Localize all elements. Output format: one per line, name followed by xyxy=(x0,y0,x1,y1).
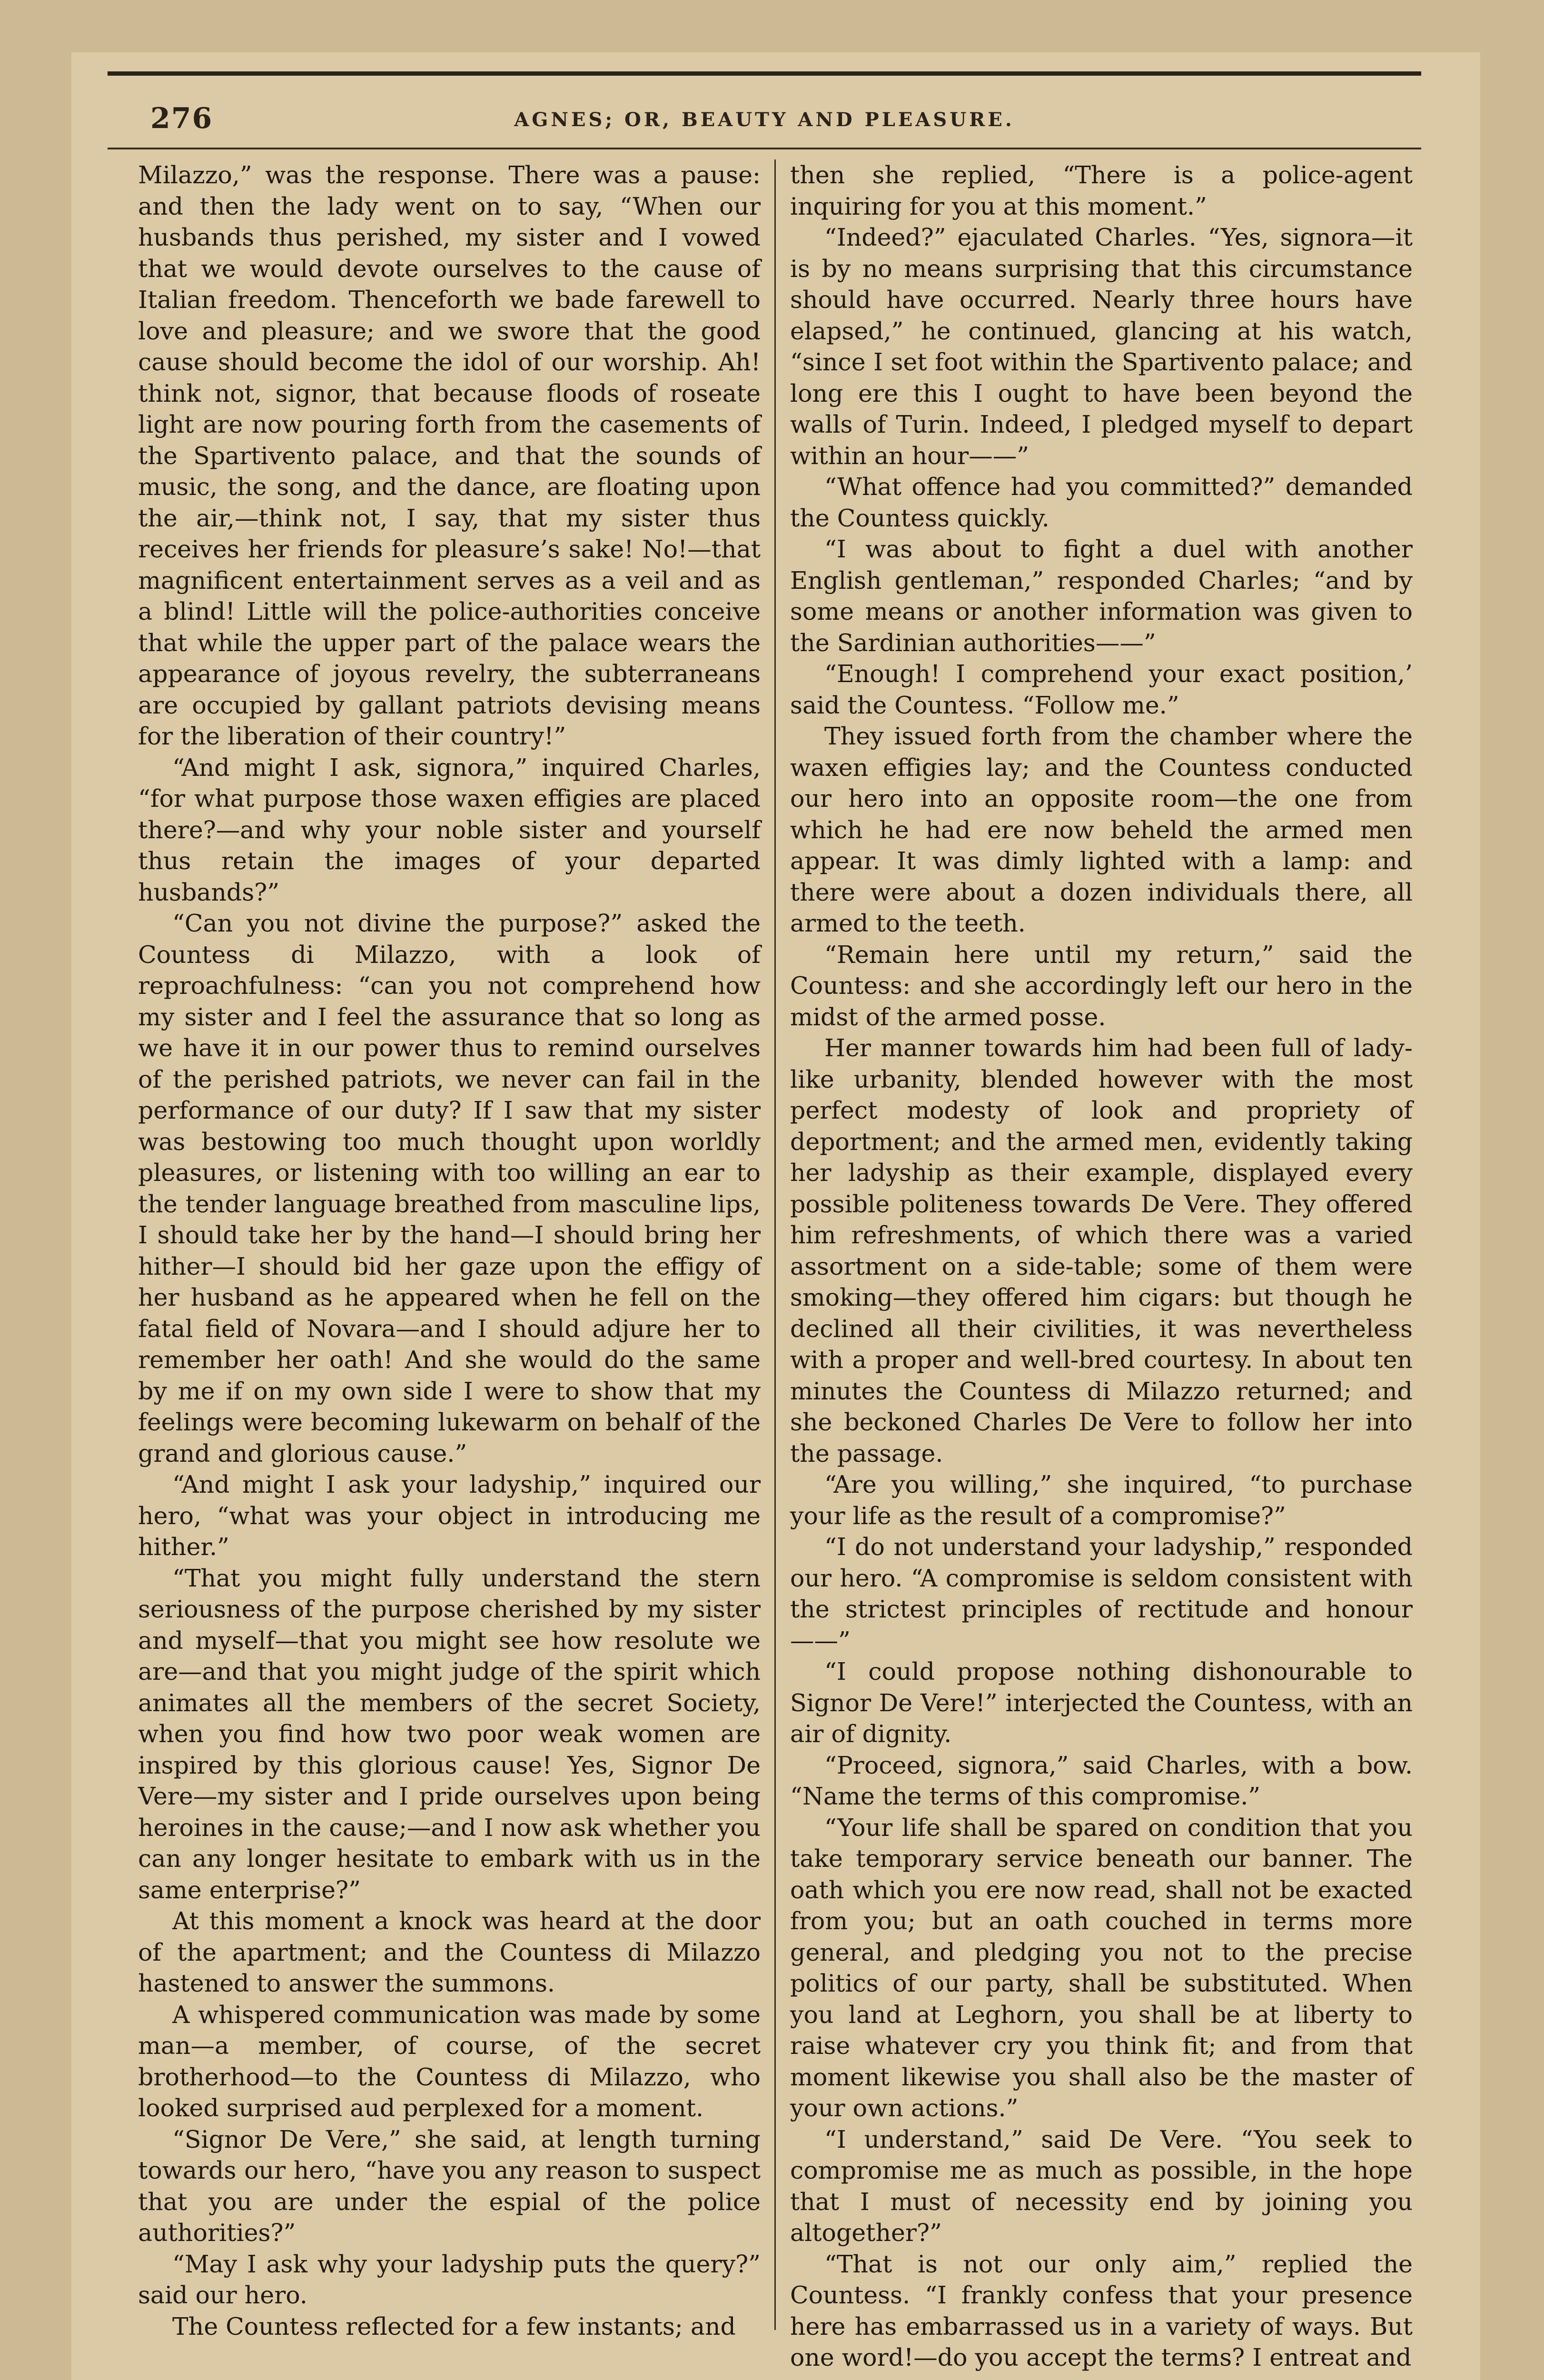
paragraph: “I do not understand your ladyship,” responded our hero. “A compromise is seldom consistent with the strictest principles of rectitude and honour——” xyxy=(790,1533,1413,1655)
paragraph: then she replied, “There is a police-agent inquiring for you at this moment.” xyxy=(790,161,1413,220)
running-title: AGNES; OR, BEAUTY AND PLEASURE. xyxy=(514,109,1015,131)
paragraph: “I understand,” said De Vere. “You seek to compromise me as much as possible, in the hope that I must of necessity end by joining you altogether?” xyxy=(790,2125,1413,2247)
paragraph: At this moment a knock was heard at the door of the apartment; and the Countess di Milazzo hastened to answer the summons. xyxy=(138,1907,761,1997)
right-column xyxy=(790,159,1413,2371)
paragraph: “Remain here until my return,” said the Countess: and she accordingly left our hero in the midst of the armed posse. xyxy=(790,940,1413,1031)
paragraph: Milazzo,” was the response. There was a pause: and then the lady went on to say, “When our husbands thus perished, my sister and I vowed that we would devote ourselves to the cause of Italian freedom. Thenceforth we bade farewell to love and pleasure; and we swore that the good cause should become the idol of our worship. Ah! think not, signor, that because floods of roseate light are now pouring forth from the casements of the Spartivento palace, and that the sounds of music, the song, and the dance, are floating upon the air,—think not, I say, that my sister thus receives her friends for pleasure’s sake! No!—that magnificent entertainment serves as a veil and as a blind! Little will the police-authorities conceive that while the upper part of the palace wears the appearance of joyous revelry, the subterraneans are occupied by gallant patriots devising means for the liberation of their country!” xyxy=(138,161,761,750)
paragraph: “And might I ask your ladyship,” inquired our hero, “what was your object in introducing me hither.” xyxy=(138,1470,761,1561)
page-header xyxy=(108,102,1421,149)
paragraph: “What offence had you committed?” demanded the Countess quickly. xyxy=(790,473,1413,532)
top-rule xyxy=(108,71,1421,76)
column-divider xyxy=(774,159,776,2330)
paragraph: “Proceed, signora,” said Charles, with a bow. “Name the terms of this compromise.” xyxy=(790,1751,1413,1810)
paragraph: “Your life shall be spared on condition that you take temporary service beneath our banner. The oath which you ere now read, shall not be exacted from you; but an oath couched in terms more general, and pledging you not to the precise politics of our party, shall be substituted. When you land at Leghorn, you shall be at liberty to raise whatever cry you think fit; and from that moment likewise you shall also be the master of your own actions.” xyxy=(790,1813,1413,2122)
paragraph: “Enough! I comprehend your exact position,’ said the Countess. “Follow me.” xyxy=(790,660,1413,719)
paragraph: “Are you willing,” she inquired, “to purchase your life as the result of a compromise?” xyxy=(790,1470,1413,1530)
paragraph: They issued forth from the chamber where the waxen effigies lay; and the Countess conducted our hero into an opposite room—the one from which he had ere now beheld the armed men appear. It was dimly lighted with a lamp: and there were about a dozen individuals there, all armed to the teeth. xyxy=(790,722,1413,937)
paragraph: “And might I ask, signora,” inquired Charles, “for what purpose those waxen effigies are placed there?—and why your noble sister and yourself thus retain the images of your departed husbands?” xyxy=(138,753,761,906)
paragraph: “Can you not divine the purpose?” asked the Countess di Milazzo, with a look of reproachfulness: “can you not comprehend how my sister and I feel the assurance that so long as we have it in our power thus to remind ourselves of the perished patriots, we never can fail in the performance of our duty? If I saw that my sister was bestowing too much thought upon worldly pleasures, or listening with too willing an ear to the tender language breathed from masculine lips, I should take her by the hand—I should bring her hither—I should bid her gaze upon the effigy of her husband as he appeared when he fell on the fatal field of Novara—and I should adjure her to remember her oath! And she would do the same by me if on my own side I were to show that my feelings were becoming lukewarm on behalf of the grand and glorious cause.” xyxy=(138,909,761,1468)
paragraph: “I could propose nothing dishonourable to Signor De Vere!” interjected the Countess, with an air of dignity. xyxy=(790,1657,1413,1748)
page-number: 276 xyxy=(150,102,213,135)
paragraph: The Countess reflected for a few instants; and xyxy=(172,2312,736,2340)
header-rule xyxy=(108,148,1421,149)
paragraph: “That you might fully understand the stern seriousness of the purpose cherished by my sister and myself—that you might see how resolute we are—and that you might judge of the spirit which animates all the members of the secret Society, when you find how two poor weak women are inspired by this glorious cause! Yes, Signor De Vere—my sister and I pride ourselves upon being heroines in the cause;—and I now ask whether you can any longer hesitate to embark with us in the same enterprise?” xyxy=(138,1564,761,1904)
paragraph: “May I ask why your ladyship puts the query?” said our hero. xyxy=(138,2250,761,2309)
paragraph: A whispered communication was made by some man—a member, of course, of the secret brotherhood—to the Countess di Milazzo, who looked surprised aud perplexed for a moment. xyxy=(138,2000,761,2122)
paragraph: “That is not our only aim,” replied the Countess. “I frankly confess that your presence here has embarrassed us in a variety of ways. But one word!—do you accept the terms? I entreat and xyxy=(790,2250,1413,2371)
paragraph: Her manner towards him had been full of lady-like urbanity, blended however with the most perfect modesty of look and propriety of deportment; and the armed men, evidently taking her ladyship as their example, displayed every possible politeness towards De Vere. They offered him refreshments, of which there was a varied assortment on a side-table; some of them were smoking—they offered him cigars: but though he declined all their civilities, it was nevertheless with a proper and well-bred courtesy. In about ten minutes the Countess di Milazzo returned; and she beckoned Charles De Vere to follow her into the passage. xyxy=(790,1034,1413,1468)
paragraph: “Indeed?” ejaculated Charles. “Yes, signora—it is by no means surprising that this circumstance should have occurred. Nearly three hours have elapsed,” he continued, glancing at his watch, “since I set foot within the Spartivento palace; and long ere this I ought to have been beyond the walls of Turin. Indeed, I pledged myself to depart within an hour——” xyxy=(790,223,1413,470)
left-column xyxy=(138,159,761,2340)
paragraph: “I was about to fight a duel with another English gentleman,” responded Charles; “and by some means or another information was given to the Sardinian authorities——” xyxy=(790,535,1413,657)
paragraph: “Signor De Vere,” she said, at length turning towards our hero, “have you any reason to suspect that you are under the espial of the police authorities?” xyxy=(138,2125,761,2247)
